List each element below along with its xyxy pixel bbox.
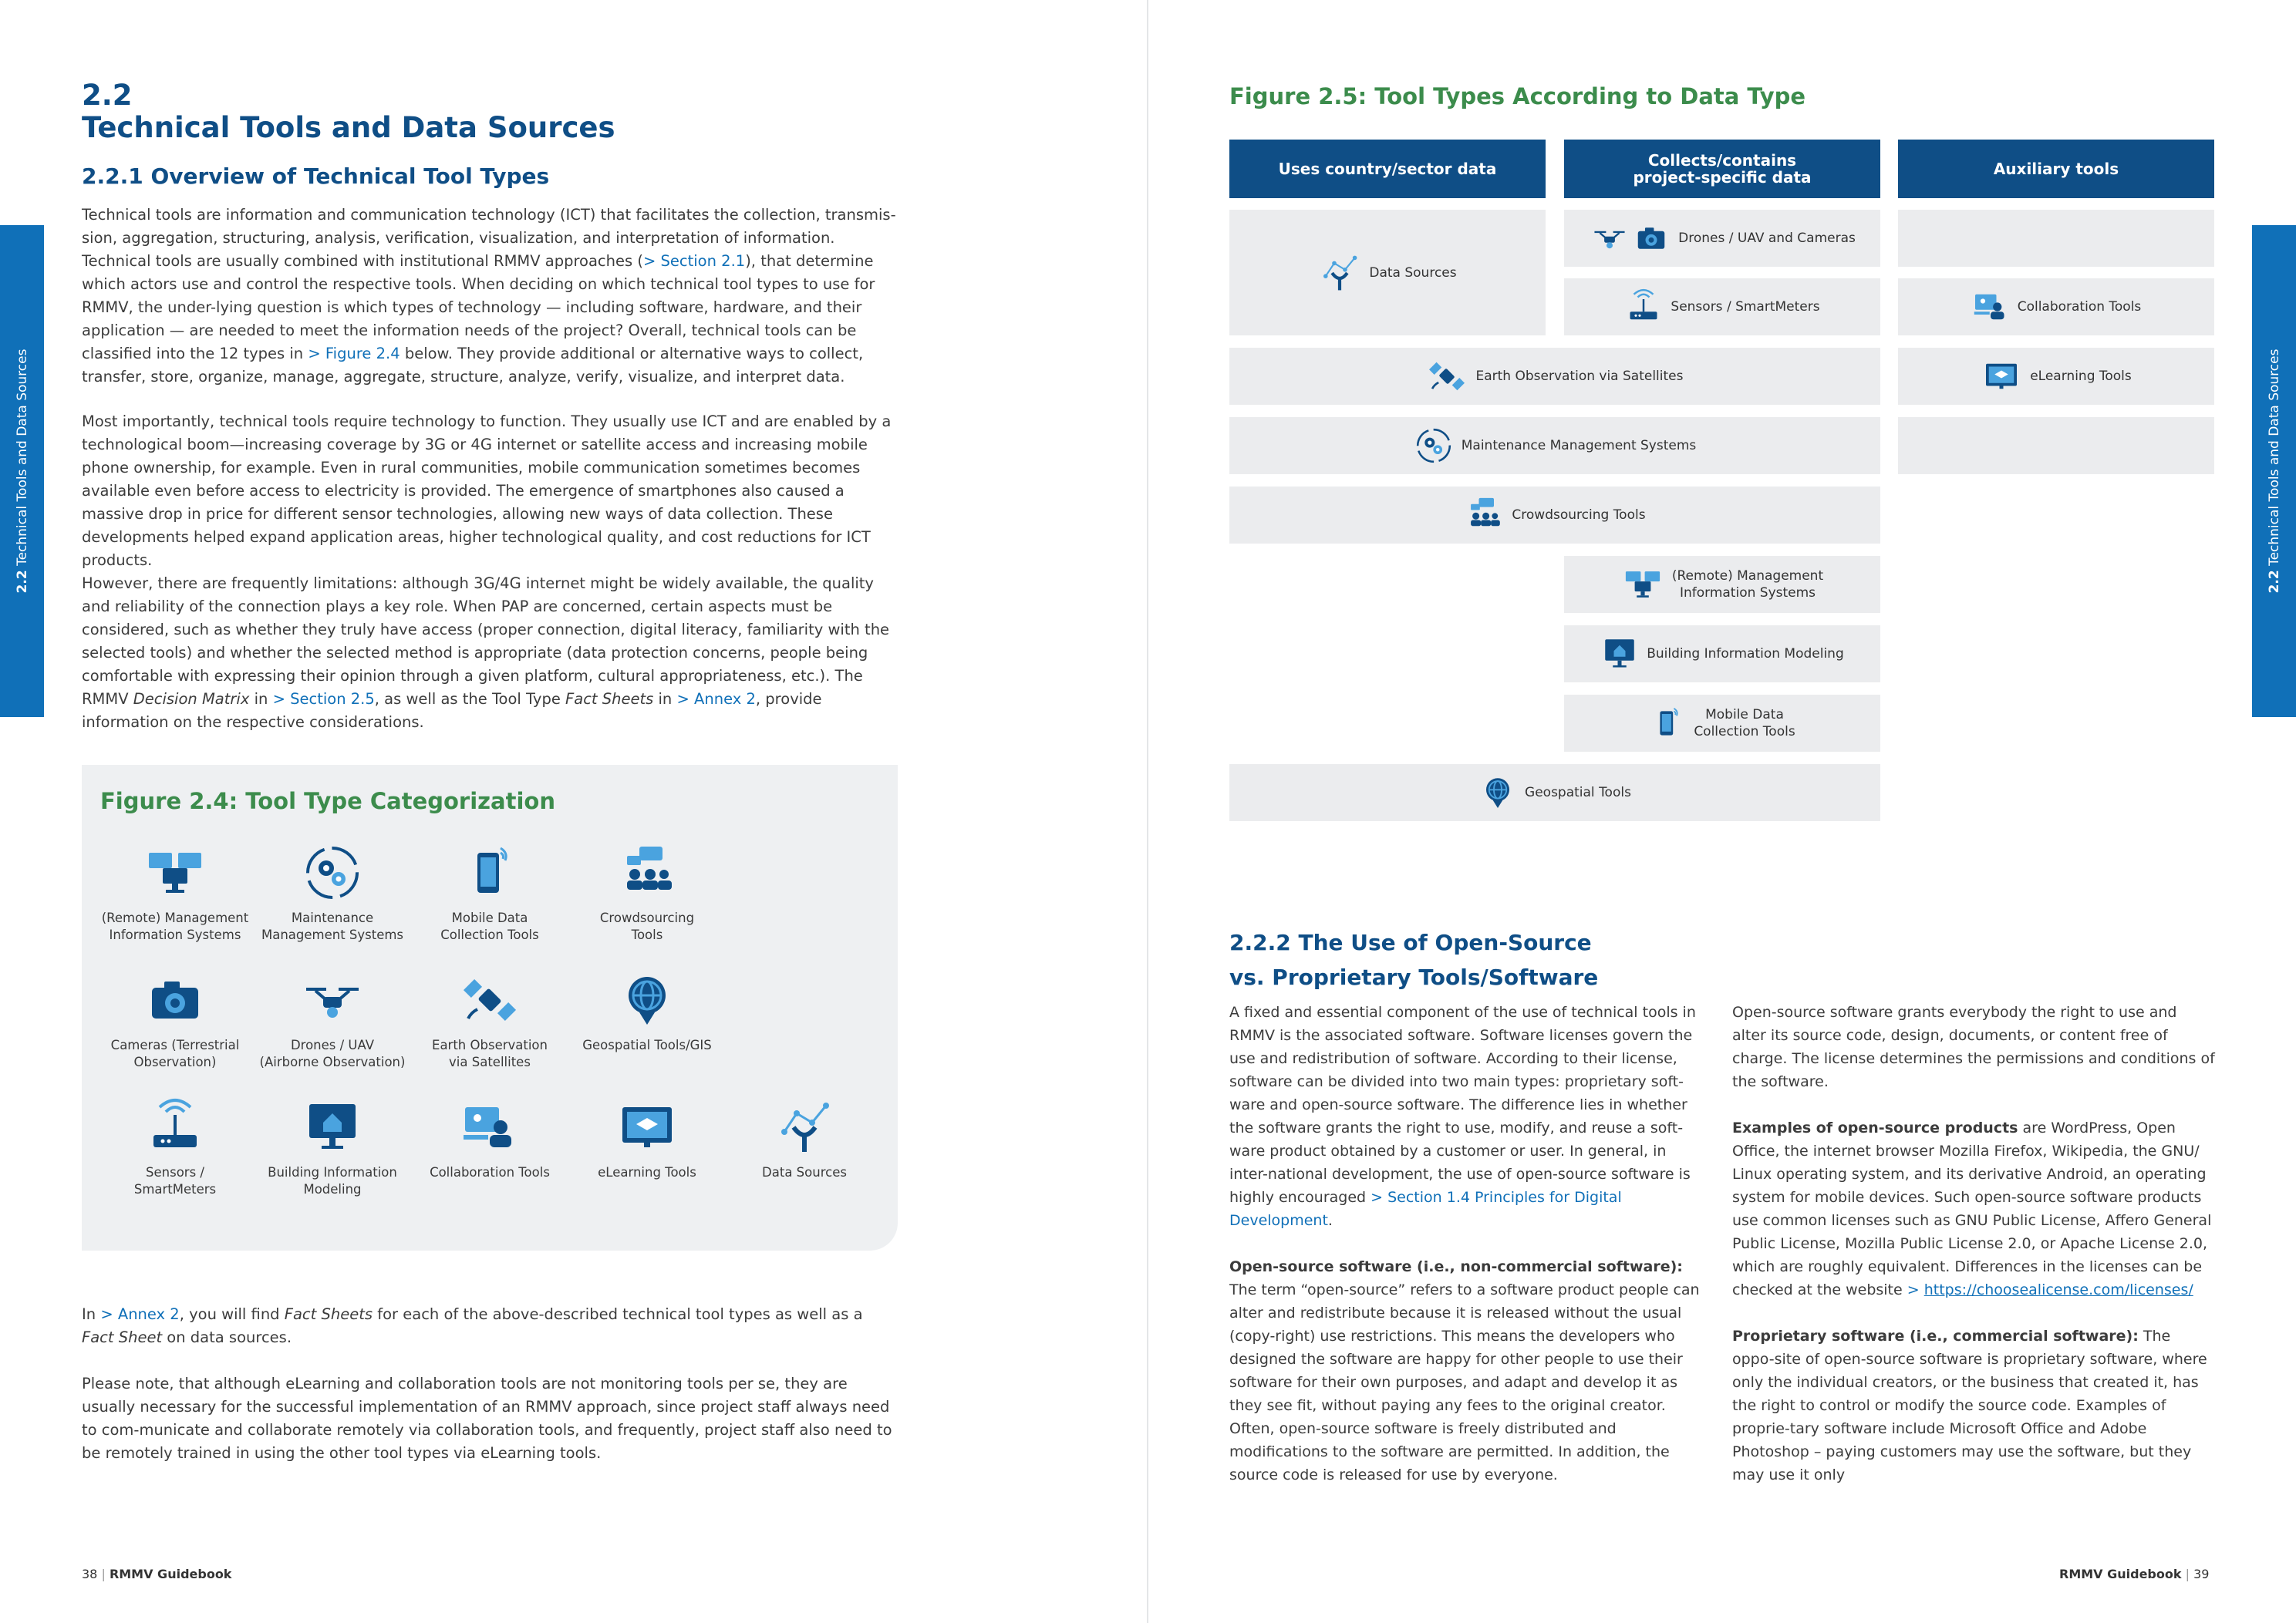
link-figure-2-4[interactable]: > Figure 2.4 (308, 345, 400, 362)
category-geospatial: Geospatial Tools/GIS (566, 969, 728, 1054)
link-annex-2[interactable]: > Annex 2 (100, 1305, 180, 1323)
category-elearning: eLearning Tools (566, 1096, 728, 1181)
cell-crowdsourcing: Crowdsourcing Tools (1229, 487, 1880, 544)
data-sources-icon (1318, 251, 1361, 295)
elearning-icon (1981, 357, 2022, 396)
cell-drones-cameras: Drones / UAV and Cameras (1564, 210, 1880, 267)
subsection-title: 2.2.1 Overview of Technical Tool Types (82, 163, 550, 189)
right-column-1: A fixed and essential component of the use of technical tools in RMMV is the associated software. Software licenses govern the use and redistribution of software. According to their license, software can be divided into two main types: proprietary soft-ware and open-source software. The difference lies in whether the software grants the right to use, modify, and reuse a soft-ware product obtained by a customer or user. In general, in inter-national development, the use of open-source software is highly encouraged > Section 1.4 Principles for Digital Development. Open-source software (i.e., non-commercial software): The term “open-source” refers to a software product people can alter and redistribute because it is released without the usual (copy-right) use restrictions. This means the developers who designed the software are happy for other people to use their software for their own purposes, and adapt and develop it as they see fit, without paying any fees to the original creator. Often, open-source software is freely distributed and modifications to the software are permitted. In addition, the source code is released for use by everyone. (1229, 1004, 1700, 1483)
category-bim: Building Information Modeling (251, 1096, 413, 1198)
column-header-project-data: Collects/contains project-specific data (1564, 140, 1880, 198)
category-sensors: Sensors / SmartMeters (94, 1096, 256, 1198)
mobile-icon (459, 842, 521, 904)
figure-2-4-title: Figure 2.4: Tool Type Categorization (100, 788, 555, 814)
globe-pin-icon (616, 969, 678, 1031)
paragraph-2: Most importantly, technical tools require technology to function. They usually use ICT and are enabled by a technological boom—increasing coverage by 3G or 4G internet or satellite access and increasing mobile phone ownership, for example. Even in rural communities, mobile communication sometimes becomes available even before access to electricity is provided. The emergence of smartphones also caused a massive drop in price for different sensor technologies, allowing new ways of data collection. These developments helped expand application areas, higher technological quality, and cost reductions for ICT products. (82, 412, 892, 569)
footer-left: 38 | RMMV Guidebook (82, 1567, 232, 1581)
column-header-country-data: Uses country/sector data (1229, 140, 1546, 198)
paragraph-4: In > Annex 2, you will find Fact Sheets for each of the above-described technical tool types as well as a Fact Sheet on data sources. (82, 1305, 863, 1346)
cell-remote-management: (Remote) Management Information Systems (1564, 556, 1880, 613)
cell-bim: Building Information Modeling (1564, 625, 1880, 682)
drone-icon (302, 969, 363, 1031)
gears-icon (302, 842, 363, 904)
satellite-icon (1426, 355, 1468, 397)
monitors-icon (1621, 564, 1664, 604)
paragraph-1: Technical tools are information and communication technology (ICT) that facilitates the collection, transmis-sion, aggregation, structuring, analysis, verification, visualization, and interpretation of information. Technical tools are usually combined with institutional RMMV approaches (> Section 2.1), that determine which actors use and control the respective tools. When deciding on which technical tool types to use for RMMV, the under-lying question is which types of technology — including software, hardware, and their application — are needed to meet the information needs of the project? Overall, technical tools can be classified into the 12 types in > Figure 2.4 below. They provide additional or alternative ways to collect, transfer, store, organize, manage, aggregate, structure, analyze, verify, visualize, and interpret data. (82, 206, 896, 386)
category-mobile-data: Mobile Data Collection Tools (409, 842, 571, 944)
cell-auxiliary-empty-1 (1898, 210, 2214, 267)
crowd-icon (1464, 495, 1504, 535)
camera-icon (1632, 221, 1671, 256)
column-header-auxiliary: Auxiliary tools (1898, 140, 2214, 198)
category-earth-observation: Earth Observation via Satellites (409, 969, 571, 1071)
cell-geospatial: Geospatial Tools (1229, 764, 1880, 821)
mobile-icon (1649, 702, 1686, 744)
category-data-sources: Data Sources (723, 1096, 885, 1181)
elearning-icon (616, 1096, 678, 1158)
cell-maintenance: Maintenance Management Systems (1229, 417, 1880, 474)
sensor-icon (144, 1096, 206, 1158)
subsection-2-2-2-title: 2.2.2 The Use of Open-Source vs. Proprietary Tools/Software (1229, 930, 1599, 990)
link-annex-2[interactable]: > Annex 2 (676, 690, 756, 708)
category-remote-management: (Remote) Management Information Systems (94, 842, 256, 944)
cell-mobile-data: Mobile Data Collection Tools (1564, 695, 1880, 752)
side-tab-num: 2.2 (14, 570, 30, 594)
house-monitor-icon (1600, 635, 1639, 673)
cell-auxiliary-empty-2 (1898, 417, 2214, 474)
side-tab-right (2252, 225, 2296, 717)
crowd-icon (616, 842, 678, 904)
right-column-2: Open-source software grants everybody the right to use and alter its source code, design, documents, or content free of charge. The license determines the permissions and conditions of the software. Examples of open-source products are WordPress, Open Office, the internet browser Mozilla Firefox, Wikipedia, the GNU/ Linux operating system, and its derivative Android, an operating system for mobile devices. Such open-source software products use common licenses such as GNU Public License, Affero General Public License, Mozilla Public License 2.0, or Apache License 2.0, which are roughly equivalent. Differences in the licenses can be checked at the website > https://choosealicense.com/licenses/ Proprietary software (i.e., commercial software): The oppo-site of open-source software is proprietary software, where only the individual creators, or the business that created it, has the right to control or modify the source code. Examples of proprie-tary software include Microsoft Office and Adobe Photoshop – paying customers may use the software, but they may use it only (1732, 1004, 2215, 1483)
cell-sensors: Sensors / SmartMeters (1564, 278, 1880, 335)
figure-2-5-title: Figure 2.5: Tool Types According to Data Type (1229, 83, 1806, 109)
footer-right: RMMV Guidebook | 39 (2059, 1567, 2210, 1581)
house-monitor-icon (302, 1096, 363, 1158)
link-choosealicense[interactable]: https://choosealicense.com/licenses/ (1923, 1281, 2193, 1298)
cell-collaboration: Collaboration Tools (1898, 278, 2214, 335)
paragraph-3: However, there are frequently limitations: although 3G/4G internet might be widely available, the quality and reliability of the connection plays a key role. When PAP are concerned, certain aspects must be considered, such as whether they truly have access (proper connection, digital literacy, familiarity with the selected tools) and whether the selected method is appropriate (data protection concerns, people being comfortable with expressing their opinion through a given platform, cultural appropriateness, etc.). The RMMV Decision Matrix in > Section 2.5, as well as the Tool Type Fact Sheets in > Annex 2, provide information on the respective considerations. (82, 574, 890, 731)
section-title: Technical Tools and Data Sources (82, 111, 615, 144)
paragraph-5: Please note, that although eLearning and collaboration tools are not monitoring tools per se, they are usually necessary for the successful implementation of an RMMV approach, since project staff always need to com-municate and collaborate remotely via collaboration tools, and frequently, project staff also need to be remotely trained in using the other tool types via eLearning tools. (82, 1375, 892, 1462)
satellite-icon (459, 969, 521, 1031)
category-crowdsourcing: Crowdsourcing Tools (566, 842, 728, 944)
side-tab-left (0, 225, 44, 717)
sensor-icon (1624, 288, 1663, 326)
link-section-2-5[interactable]: > Section 2.5 (272, 690, 375, 708)
globe-pin-icon (1478, 772, 1517, 813)
category-cameras: Cameras (Terrestrial Observation) (94, 969, 256, 1071)
side-tab-label: Technical Tools and Data Sources (14, 349, 30, 566)
drone-icon (1589, 221, 1630, 256)
side-tab-label: Technical Tools and Data Sources (2266, 349, 2282, 566)
link-section-1-4[interactable]: > Section 1.4 Principles for Digital Development (1229, 1189, 1622, 1229)
monitors-icon (144, 842, 206, 904)
gears-icon (1414, 426, 1454, 466)
collab-icon (1971, 288, 2010, 326)
page-divider (1147, 0, 1148, 1623)
data-sources-icon (774, 1096, 835, 1158)
category-collaboration: Collaboration Tools (409, 1096, 571, 1181)
section-number: 2.2 (82, 79, 133, 112)
category-maintenance: Maintenance Management Systems (251, 842, 413, 944)
camera-icon (144, 969, 206, 1031)
cell-earth-observation: Earth Observation via Satellites (1229, 348, 1880, 405)
cell-elearning: eLearning Tools (1898, 348, 2214, 405)
category-drones: Drones / UAV (Airborne Observation) (251, 969, 413, 1071)
side-tab-num: 2.2 (2266, 570, 2282, 594)
collab-icon (459, 1096, 521, 1158)
link-section-2-1[interactable]: > Section 2.1 (642, 252, 746, 270)
cell-data-sources: Data Sources (1229, 210, 1546, 335)
